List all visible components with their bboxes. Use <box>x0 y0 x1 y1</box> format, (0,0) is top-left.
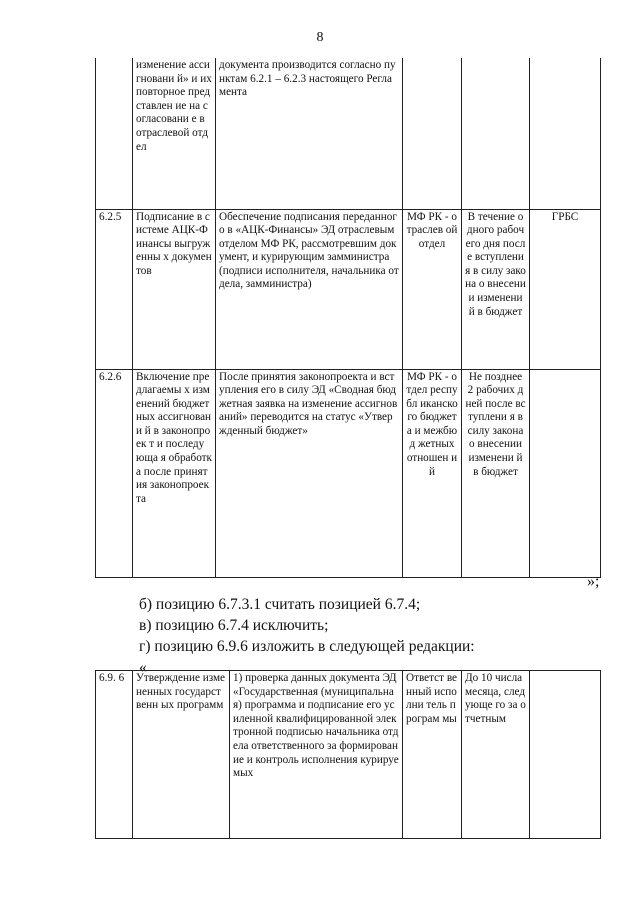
step-description: Обеспечение подписания переданного в «АЦК-Финансы» ЭД отраслевым отделом МФ РК, рассмотревшим документ, и курирующим замминистра (подписи исполнителя, начальника отдела, замминистра) <box>216 209 403 369</box>
closing-quote: »; <box>587 573 600 590</box>
step-name: изменение ассигновани й» и их повторное представлен ие на согласовани е в отраслевой отдел <box>133 58 216 209</box>
deadline <box>462 58 530 209</box>
row-number <box>96 58 133 209</box>
table-row <box>96 671 601 839</box>
regulation-table <box>95 58 601 578</box>
row-number: 6.9. 6 <box>96 671 133 839</box>
row-number: 6.2.6 <box>96 369 133 577</box>
step-name: Подписание в системе АЦК-Финансы выгруженны х документов <box>133 209 216 369</box>
opening-quote: « <box>139 659 147 676</box>
deadline: До 10 числа месяца, следующе го за отчетным <box>462 671 530 839</box>
paragraph-b: б) позицию 6.7.3.1 считать позицией 6.7.4; <box>139 596 421 613</box>
participant: ГРБС <box>530 209 601 369</box>
participant <box>530 369 601 577</box>
table-row <box>96 209 601 369</box>
paragraph-g: г) позицию 6.9.6 изложить в следующей редакции: <box>139 638 475 655</box>
page-number: 8 <box>316 30 324 45</box>
deadline: В течение одного рабочего дня после вступлени я в силу закона о внесении изменени й в бюджет <box>462 209 530 369</box>
step-description: документа производится согласно пунктам 6.2.1 – 6.2.3 настоящего Регламента <box>216 58 403 209</box>
step-description: После принятия законопроекта и вступления его в силу ЭД «Сводная бюджетная заявка на изменение ассигнований» переводится на статус «Утвержденный бюджет» <box>216 369 403 577</box>
deadline: Не позднее 2 рабочих дней после вступлени я в силу закона о внесении изменени й в бюджет <box>462 369 530 577</box>
responsible: Ответст венный исполни тель програм мы <box>403 671 462 839</box>
paragraph-v: в) позицию 6.7.4 исключить; <box>139 617 329 634</box>
table-row <box>96 369 601 577</box>
responsible: МФ РК - отраслев ой отдел <box>403 209 462 369</box>
row-number: 6.2.5 <box>96 209 133 369</box>
step-name: Включение предлагаемы х изменений бюджетных ассигновани й в законопроек т и последующа я обработка после принятия законопроекта <box>133 369 216 577</box>
participant <box>530 671 601 839</box>
step-name: Утверждение измененных государственн ых программ <box>133 671 230 839</box>
responsible <box>403 58 462 209</box>
participant <box>530 58 601 209</box>
responsible: МФ РК - отдел республ иканско го бюджета и межбюд жетных отношен ий <box>403 369 462 577</box>
new-position-table <box>95 670 601 839</box>
step-description: 1) проверка данных документа ЭД «Государственная (муниципальная) программа и подписание его усиленной квалифицированной электронной подписью начальника отдела ответственного за формирование и контроль исполнения курируемых <box>230 671 403 839</box>
table-row <box>96 58 601 209</box>
